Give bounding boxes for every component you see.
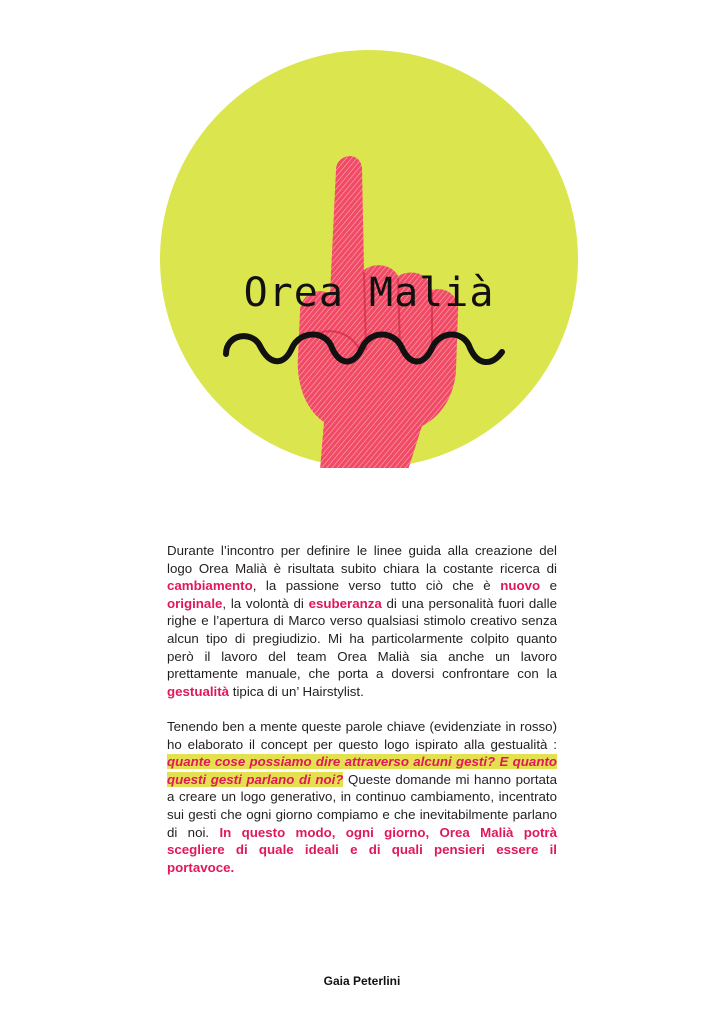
keyword-nuovo: nuovo bbox=[500, 578, 541, 594]
highlighted-question: quante cose possiamo dire attraverso alcuni gesti? E quanto questi gesti parlano di noi? bbox=[167, 754, 557, 787]
logo-title: Orea Malià bbox=[243, 270, 495, 316]
description-text bbox=[167, 542, 557, 876]
paragraph-2 bbox=[167, 718, 557, 876]
text-span: Tenendo ben a mente queste parole chiave (evidenziate in rosso) ho elaborato il concept per questo logo ispirato alla gestualità : bbox=[167, 718, 557, 752]
wave-line-icon bbox=[222, 324, 506, 374]
text-span: e bbox=[540, 578, 558, 594]
logo-circle bbox=[160, 50, 578, 468]
text-span: Queste domande mi hanno portata a creare un logo generativo, in continuo cambiamento, incentrato sui gesti che ogni giorno compiamo e che inevitabilmente parlano di noi. bbox=[167, 771, 557, 840]
text-span: tipica di un’ Hairstylist. bbox=[229, 683, 364, 699]
author-name: Gaia Peterlini bbox=[323, 974, 401, 988]
text-span: , la volontà di bbox=[222, 595, 309, 611]
keyword-originale: originale bbox=[167, 595, 223, 611]
paragraph-1 bbox=[167, 542, 557, 700]
text-span: Durante l’incontro per definire le linee guida alla creazione del logo Orea Malià è risultata subito chiara la costante ricerca di bbox=[167, 543, 557, 576]
keyword-esuberanza: esuberanza bbox=[308, 595, 382, 611]
pointing-hand-icon bbox=[160, 50, 578, 468]
keyword-cambiamento: cambiamento bbox=[167, 578, 253, 594]
keyword-gestualita: gestualità bbox=[167, 683, 230, 699]
closing-statement: In questo modo, ogni giorno, Orea Malià potrà scegliere di quale ideali e di quali pensieri essere il portavoce. bbox=[167, 824, 557, 875]
text-span: , la passione verso tutto ciò che è bbox=[252, 578, 501, 594]
text-span: di una personalità fuori dalle righe e l’apertura di Marco verso qualsiasi stimolo creativo senza alcun tipo di pregiudizio. Mi ha particolarmente colpito quanto però il lavoro del team Orea Malià sia anche un lavoro prettamente manuale, che porta a doversi confrontare con la bbox=[167, 595, 557, 682]
